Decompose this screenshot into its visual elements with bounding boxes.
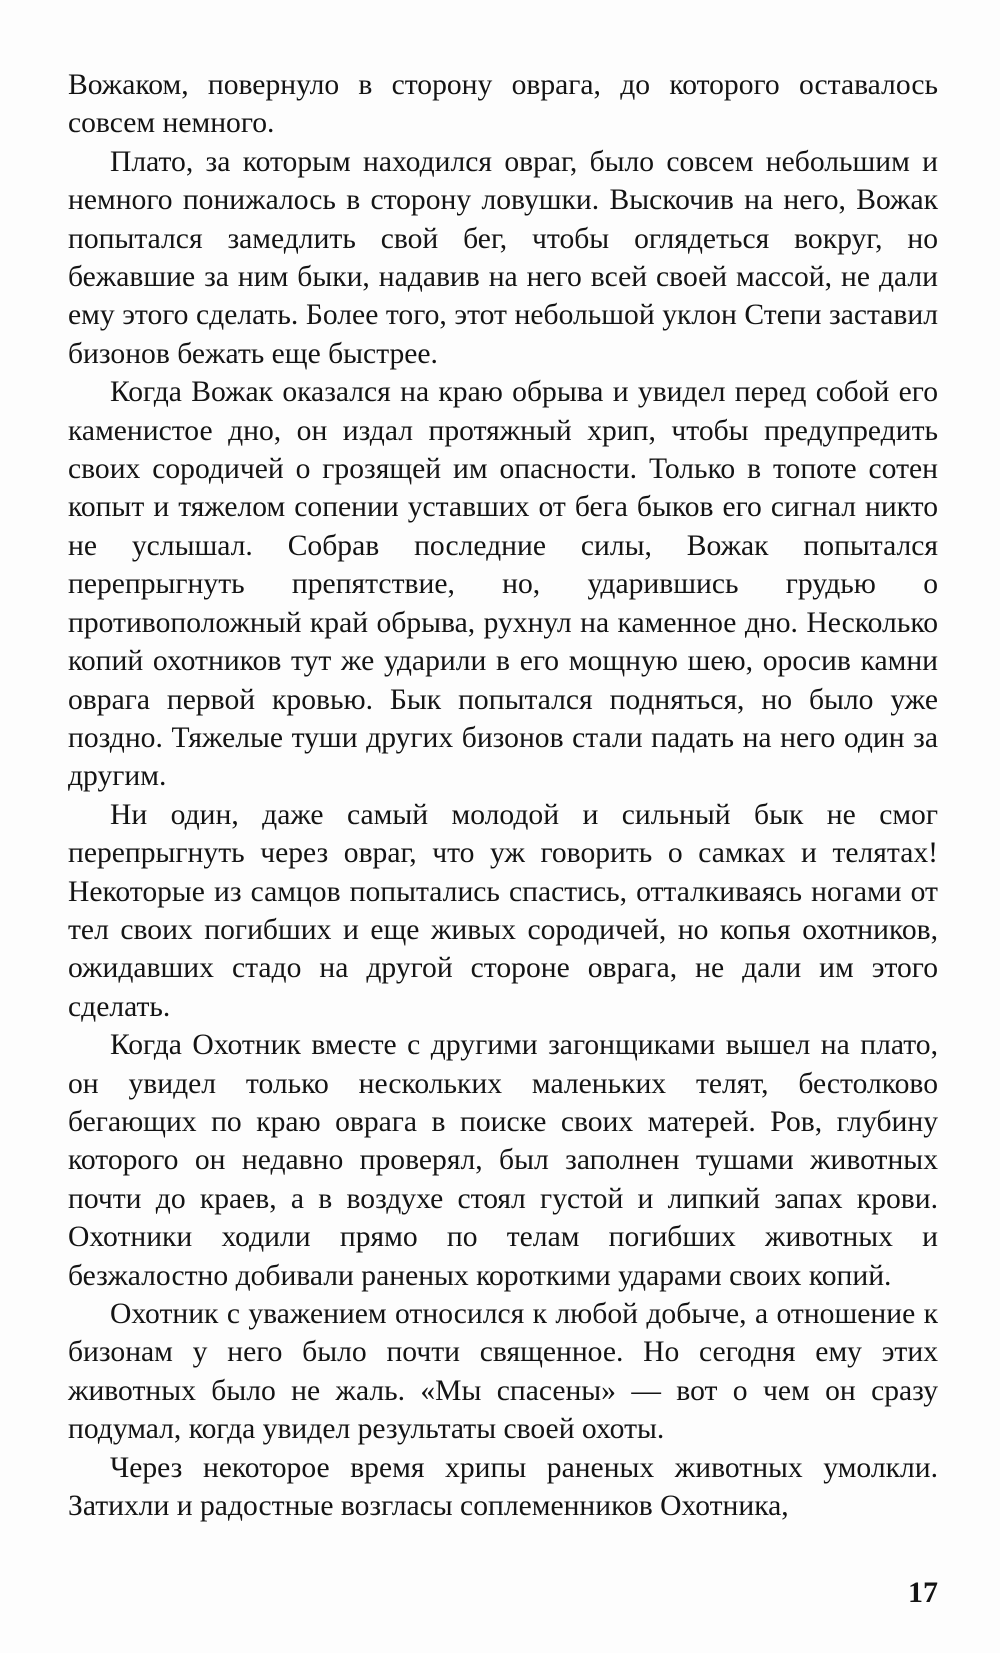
paragraph-3: Когда Вожак оказался на краю обрыва и увидел перед собой его каменистое дно, он издал протяжный хрип, чтобы предупредить своих сородичей о грозящей им опасности. Только в топоте сотен копыт и тяжелом сопении уставших от бега быков его сигнал никто не услышал. Собрав последние силы, Вожак попытался перепрыгнуть препятствие, но, ударившись грудью о противоположный край обрыва, рухнул на каменное дно. Несколько копий охотников тут же ударили в его мощную шею, оросив камни оврага первой кровью. Бык попытался подняться, но было уже поздно. Тяжелые туши других бизонов стали падать на него один за другим. [68,376,938,793]
page-number: 17 [908,1576,938,1609]
paragraph-6: Охотник с уважением относился к любой добыче, а отношение к бизонам у него было почти священное. Но сегодня ему этих животных было не жаль. «Мы спасены» — вот о чем он сразу подумал, когда увидел результаты своей охоты. [68,1298,938,1446]
paragraph-1: Вожаком, повернуло в сторону оврага, до которого оставалось совсем немного. [68,69,938,140]
paragraph-4: Ни один, даже самый молодой и сильный бык не смог перепрыгнуть через овраг, что уж говорить о самках и телятах! Некоторые из самцов попытались спастись, отталкиваясь ногами от тел своих погибших и еще живых сородичей, но копья охотников, ожидавших стадо на другой стороне оврага, не дали им этого сделать. [68,798,938,1023]
paragraph-5: Когда Охотник вместе с другими загонщиками вышел на плато, он увидел только нескольких маленьких телят, бестолково бегающих по краю оврага в поиске своих матерей. Ров, глубину которого он недавно проверял, был заполнен тушами животных почти до краев, а в воздухе стоял густой и липкий запах крови. Охотники ходили прямо по телам погибших животных и безжалостно добивали раненых короткими ударами своих копий. [68,1029,938,1292]
body-text [68,66,938,1525]
paragraph-7: Через некоторое время хрипы раненых животных умолкли. Затихли и радостные возгласы соплеменников Охотника, [68,1451,938,1523]
paragraph-2: Плато, за которым находился овраг, было совсем небольшим и немного понижалось в сторону ловушки. Выскочив на него, Вожак попытался замедлить свой бег, чтобы оглядеться вокруг, но бежавшие за ним быки, надавив на него всей своей массой, не дали ему этого сделать. Более того, этот небольшой уклон Степи заставил бизонов бежать еще быстрее. [68,145,938,370]
